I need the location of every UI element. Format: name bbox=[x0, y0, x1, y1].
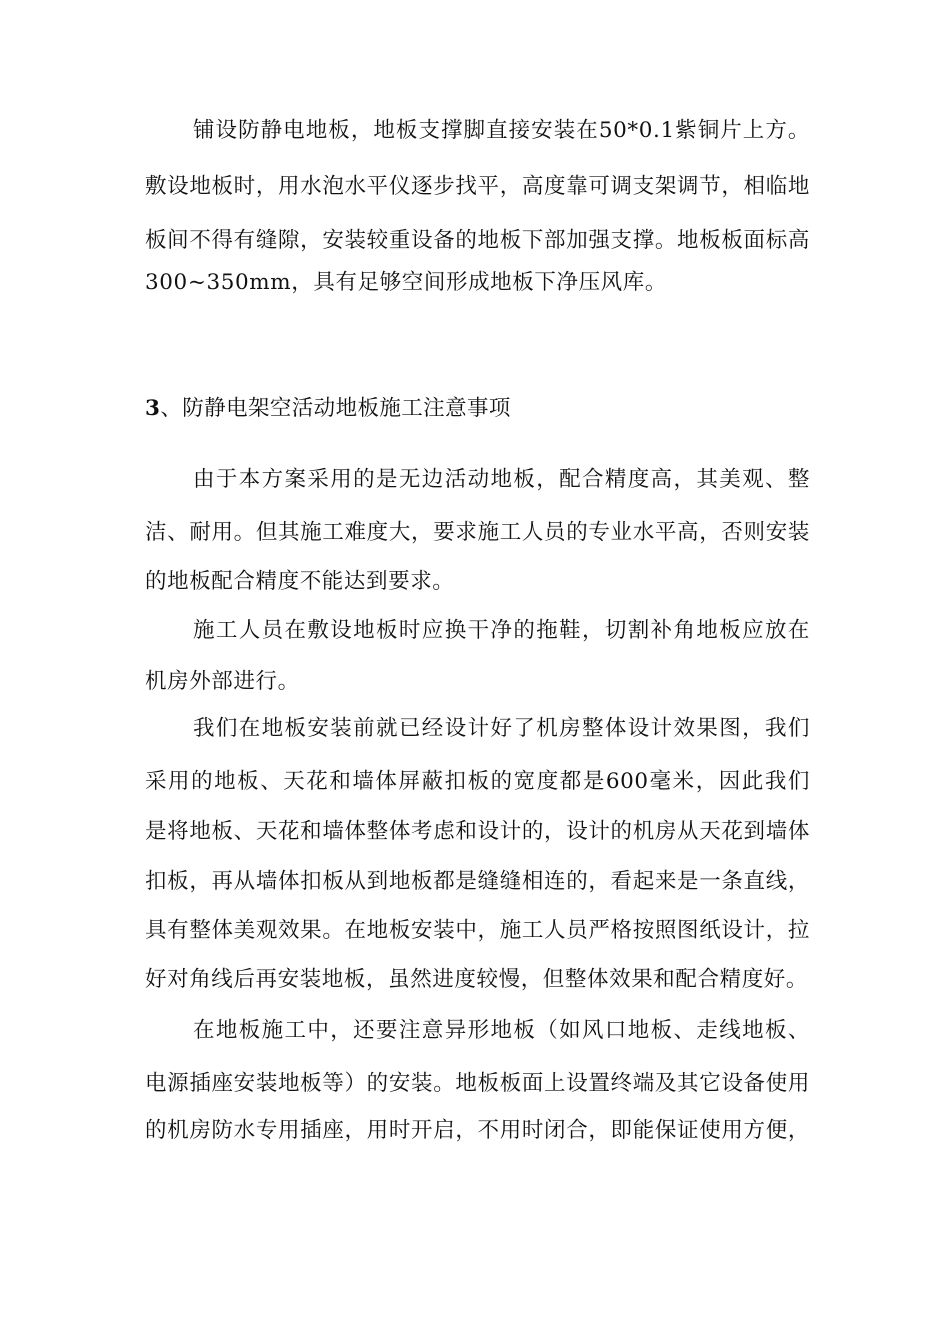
section-title: 、防静电架空活动地板施工注意事项 bbox=[160, 396, 511, 421]
paragraph-3-line-2: 机房外部进行。 bbox=[145, 669, 300, 694]
paragraph-4-line-5: 具有整体美观效果。在地板安装中，施工人员严格按照图纸设计，拉 bbox=[145, 918, 810, 943]
section-heading bbox=[145, 392, 511, 426]
paragraph-5-line-2: 电源插座安装地板等）的安装。地板板面上设置终端及其它设备使用 bbox=[145, 1071, 810, 1096]
paragraph-5-line-3: 的机房防水专用插座，用时开启，不用时闭合，即能保证使用方便， bbox=[145, 1118, 810, 1143]
paragraph-4-line-3: 是将地板、天花和墙体整体考虑和设计的，设计的机房从天花到墙体 bbox=[145, 819, 810, 844]
paragraph-1-line-4: 300~350mm，具有足够空间形成地板下净压风库。 bbox=[145, 270, 667, 295]
paragraph-3-line-1: 施工人员在敷设地板时应换干净的拖鞋，切割补角地板应放在 bbox=[193, 618, 810, 643]
paragraph-4-line-1: 我们在地板安装前就已经设计好了机房整体设计效果图，我们 bbox=[193, 716, 810, 741]
paragraph-4-line-6: 好对角线后再安装地板，虽然进度较慢，但整体效果和配合精度好。 bbox=[145, 967, 809, 992]
paragraph-4-line-4: 扣板，再从墙体扣板从到地板都是缝缝相连的，看起来是一条直线， bbox=[145, 869, 810, 894]
paragraph-1-line-2: 敷设地板时，用水泡水平仪逐步找平，高度靠可调支架调节，相临地 bbox=[145, 174, 810, 199]
paragraph-5-line-1: 在地板施工中，还要注意异形地板（如风口地板、走线地板、 bbox=[193, 1018, 810, 1043]
section-number: 3 bbox=[145, 396, 161, 421]
paragraph-4-line-2: 采用的地板、天花和墙体屏蔽扣板的宽度都是600毫米，因此我们 bbox=[145, 769, 810, 794]
paragraph-1-line-1: 铺设防静电地板，地板支撑脚直接安装在50*0.1紫铜片上方。 bbox=[193, 118, 810, 143]
paragraph-2-line-2: 洁、耐用。但其施工难度大，要求施工人员的专业水平高，否则安装 bbox=[145, 520, 810, 545]
paragraph-2-line-1: 由于本方案采用的是无边活动地板，配合精度高，其美观、整 bbox=[193, 467, 810, 492]
paragraph-2-line-3: 的地板配合精度不能达到要求。 bbox=[145, 569, 455, 594]
paragraph-1-line-3: 板间不得有缝隙，安装较重设备的地板下部加强支撑。地板板面标高 bbox=[145, 228, 810, 253]
